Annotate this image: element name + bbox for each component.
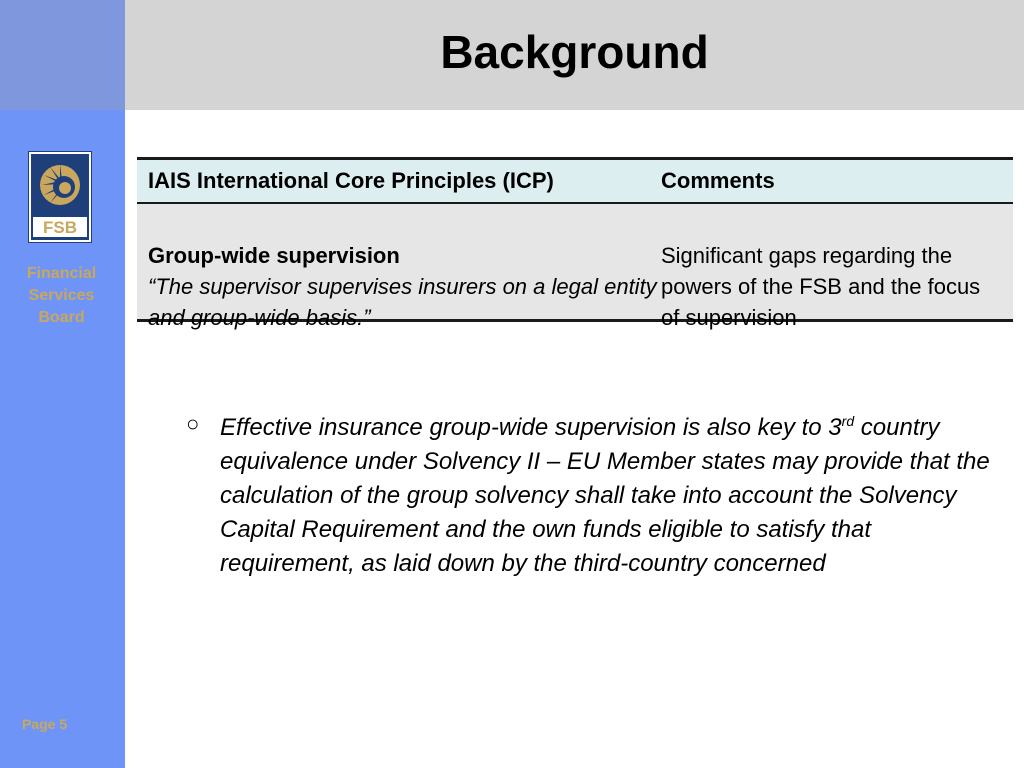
logo-text: FSB [43, 218, 77, 237]
principle-title: Group-wide supervision [148, 243, 400, 268]
bullet-text-after: country equivalence under Solvency II – EU Member states may provide that the calculation of the group solvency shall take into account the Solvency Capital Requirement and the own funds eligible to satisfy that requirement, as laid down by the third-country concerned [220, 414, 990, 577]
corner-block [0, 0, 125, 110]
icp-table [137, 157, 1013, 330]
ordinal-superscript: rd [841, 413, 855, 429]
org-name-line: Services [28, 287, 95, 304]
bullet-text [220, 411, 1010, 581]
org-name [10, 263, 113, 329]
comment-text: Significant gaps regarding the powers of the FSB and the focus of supervision [661, 243, 981, 330]
table-header-row [137, 160, 1013, 204]
org-name-line: Financial [26, 265, 97, 282]
column-header-comments: Comments [661, 168, 775, 193]
org-name-line: Board [38, 309, 85, 326]
page-number: Page 5 [22, 716, 68, 732]
slide-title: Background [440, 26, 709, 78]
table-row [137, 204, 1013, 330]
bullet-text-before: Effective insurance group-wide supervision is also key to 3 [220, 414, 842, 441]
bullet-marker: ○ [186, 411, 200, 436]
principle-quote: “The supervisor supervises insurers on a legal entity and group-wide basis.” [148, 274, 657, 330]
column-header-principle: IAIS International Core Principles (ICP) [148, 168, 554, 193]
principle-cell [137, 240, 660, 330]
comment-cell [660, 240, 1013, 330]
fsb-logo [28, 151, 92, 243]
